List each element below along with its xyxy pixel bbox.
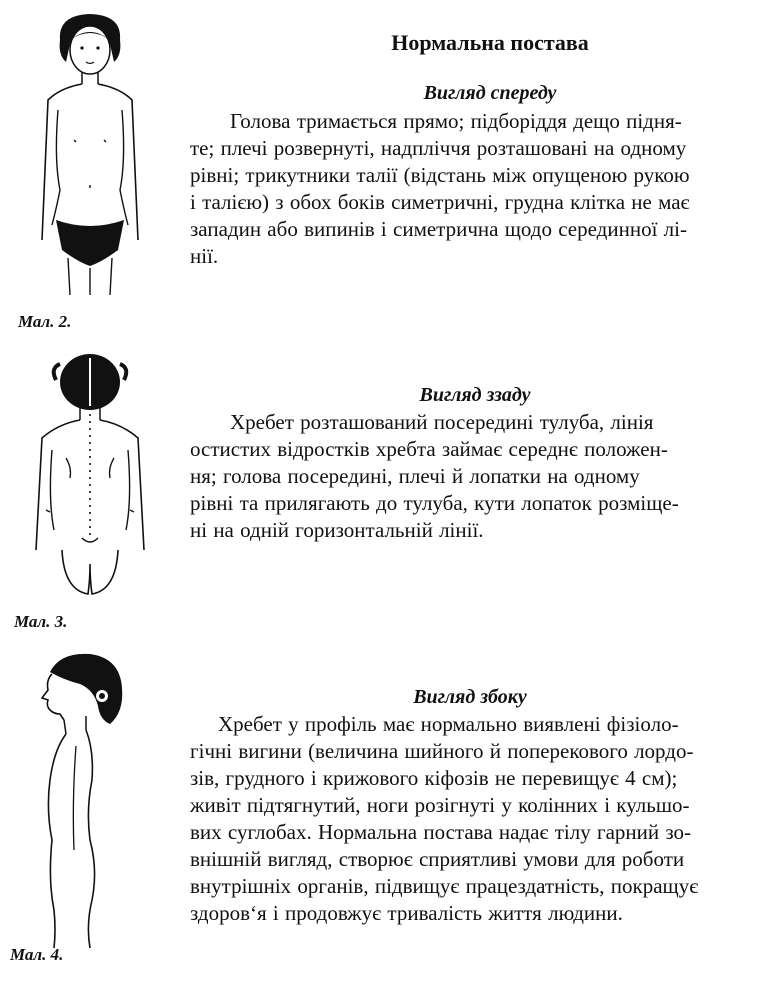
text-line: ні на одній горизонтальній лінії. <box>190 518 484 542</box>
heading-back-view: Вигляд ззаду <box>419 384 531 406</box>
paragraph-side-view <box>190 711 770 927</box>
figure-front-view <box>30 10 150 300</box>
text-line: внішній вигляд, створює сприятливі умови для роботи <box>190 847 685 871</box>
text-line: зів, грудного і крижового кіфозів не перевищує 4 см); <box>190 766 678 790</box>
text-line: нії. <box>190 244 219 268</box>
text-line: рівні; трикутники талії (відстань між опущеною рукою <box>190 163 690 187</box>
figure-caption-4: Мал. 4. <box>10 945 64 964</box>
text-line: ня; голова посередині, плечі й лопатки на одному <box>190 464 640 488</box>
back-view-illustration <box>26 350 156 605</box>
text-line: здоров‘я і продовжує тривалість життя людини. <box>190 901 623 925</box>
heading-side-view: Вигляд збоку <box>413 686 527 708</box>
heading-front-view: Вигляд спереду <box>423 82 557 104</box>
text-line: рівні та прилягають до тулуба, кути лопаток розміще- <box>190 491 679 515</box>
text-line: те; плечі розвернуті, надпліччя розташовані на одному <box>190 136 687 160</box>
text-line: вих суглобах. Нормальна постава надає тілу гарний зо- <box>190 820 692 844</box>
figure-side-view <box>20 650 140 950</box>
figure-back-view <box>26 350 156 605</box>
text-line: остистих відростків хребта займає середнє положен- <box>190 437 668 461</box>
figure-caption-2: Мал. 2. <box>18 312 72 331</box>
side-view-illustration <box>20 650 140 950</box>
page-title: Нормальна постава <box>391 30 589 55</box>
paragraph-back-view <box>190 409 770 544</box>
text-line: гічні вигини (величина шийного й поперекового лордо- <box>190 739 694 763</box>
text-line: Хребет у профіль має нормально виявлені фізіоло- <box>218 712 679 736</box>
front-view-illustration <box>30 10 150 300</box>
text-line: і талією) з обох боків симетричні, грудна клітка не має <box>190 190 690 214</box>
text-line: внутрішніх органів, підвищує працездатність, покращує <box>190 874 699 898</box>
text-line: западин або випинів і симетрична щодо серединної лі- <box>190 217 687 241</box>
text-line: Голова тримається прямо; підборіддя дещо підня- <box>230 109 682 133</box>
paragraph-front-view <box>190 108 770 270</box>
text-line: Хребет розташований посередині тулуба, лінія <box>230 410 654 434</box>
text-line: живіт підтягнутий, ноги розігнуті у колінних і кульшо- <box>190 793 690 817</box>
figure-caption-3: Мал. 3. <box>14 612 68 631</box>
